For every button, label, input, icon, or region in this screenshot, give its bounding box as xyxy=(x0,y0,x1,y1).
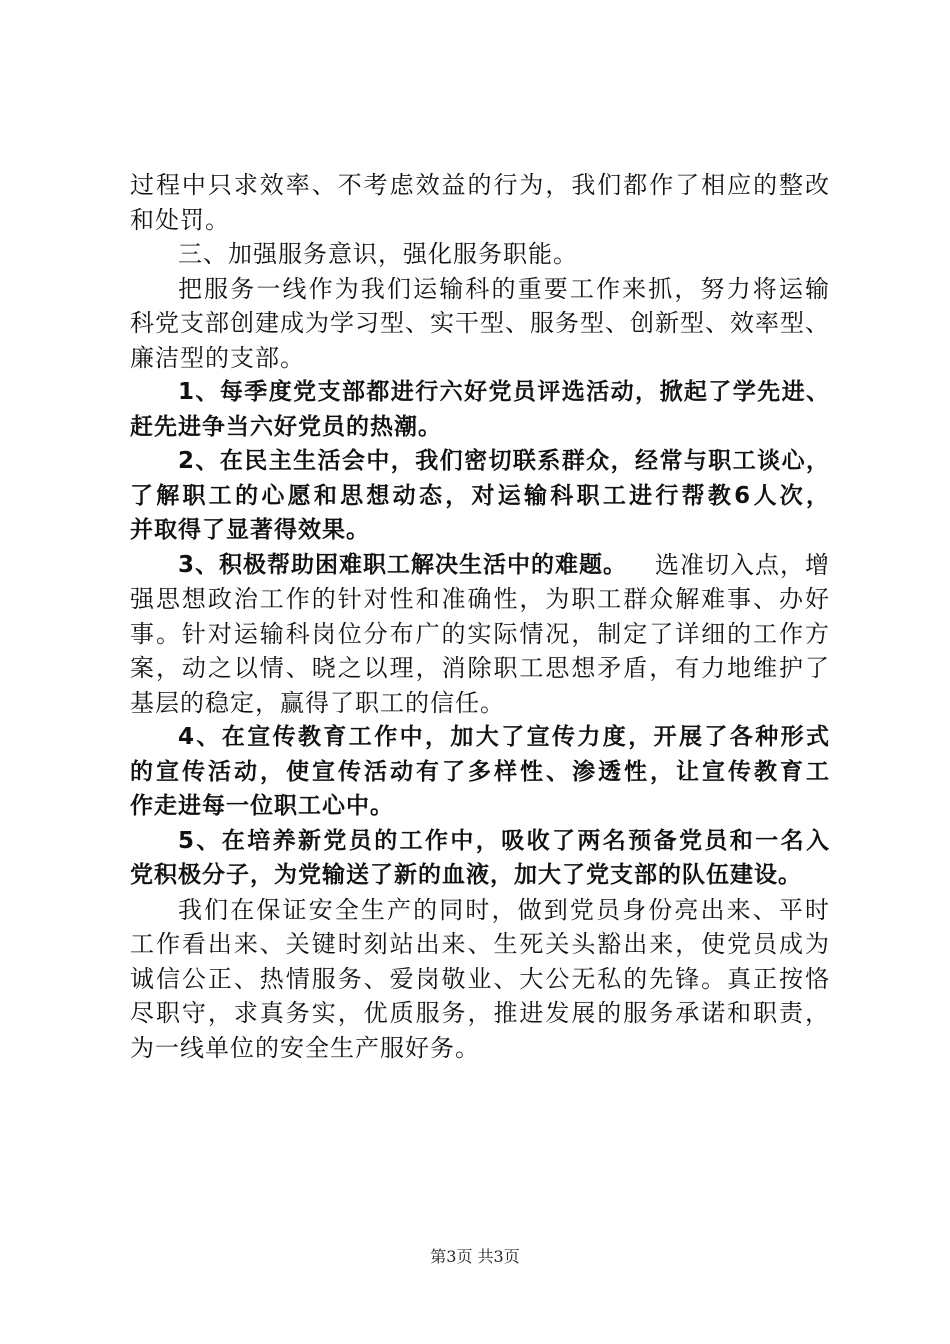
paragraph-line: 科党支部创建成为学习型、实干型、服务型、创新型、效率型、 xyxy=(130,309,830,337)
paragraph-line: 我们在保证安全生产的同时，做到党员身份亮出来、平时 xyxy=(178,895,830,924)
list-item-4-line: 的宣传活动，使宣传活动有了多样性、渗透性，让宣传教育工 xyxy=(130,758,830,785)
list-item-3-lead: 3、积极帮助困难职工解决生活中的难题。 xyxy=(178,551,628,578)
page-footer: 第3页 共3页 xyxy=(430,1247,520,1266)
paragraph-line: 事。针对运输科岗位分布广的实际情况，制定了详细的工作方 xyxy=(130,619,830,648)
paragraph-line: 案，动之以情、晓之以理，消除职工思想矛盾，有力地维护了 xyxy=(130,654,830,682)
list-item-3-continuation: 选准切入点，增 xyxy=(655,550,830,579)
list-item-3-first-line xyxy=(130,548,830,583)
list-item-2-line: 并取得了显著得效果。 xyxy=(130,517,370,543)
paragraph-line: 工作看出来、关键时刻站出来、生死关头豁出来，使党员成为 xyxy=(130,930,830,958)
paragraph-line: 把服务一线作为我们运输科的重要工作来抓，努力将运输 xyxy=(178,274,830,303)
list-item-5-line: 党积极分子，为党输送了新的血液，加大了党支部的队伍建设。 xyxy=(130,862,802,888)
list-item-5-line: 5、在培养新党员的工作中，吸收了两名预备党员和一名入 xyxy=(178,827,830,854)
list-item-2-line: 2、在民主生活会中，我们密切联系群众，经常与职工谈心， xyxy=(178,448,830,474)
section-heading: 三、加强服务意识，强化服务职能。 xyxy=(178,240,578,268)
paragraph-line: 基层的稳定，赢得了职工的信任。 xyxy=(130,688,505,717)
paragraph-line: 诚信公正、热情服务、爱岗敬业、大公无私的先锋。真正按恪 xyxy=(130,964,830,993)
list-item-4-line: 4、在宣传教育工作中，加大了宣传力度，开展了各种形式 xyxy=(178,724,830,750)
list-item-1-line: 1、每季度党支部都进行六好党员评选活动，掀起了学先进、 xyxy=(178,379,830,405)
paragraph-line: 廉洁型的支部。 xyxy=(130,343,305,372)
paragraph-line: 尽职守，求真务实，优质服务，推进发展的服务承诺和职责， xyxy=(130,999,830,1027)
paragraph-line: 为一线单位的安全生产服好务。 xyxy=(130,1033,480,1062)
paragraph-line: 强思想政治工作的针对性和准确性，为职工群众解难事、办好 xyxy=(130,585,830,613)
paragraph-line: 过程中只求效率、不考虑效益的行为，我们都作了相应的整改 xyxy=(130,171,830,199)
list-item-2-line: 了解职工的心愿和思想动态，对运输科职工进行帮教6人次， xyxy=(130,482,830,509)
document-body xyxy=(130,168,830,1065)
list-item-4-line: 作走进每一位职工心中。 xyxy=(130,793,394,819)
paragraph-line: 和处罚。 xyxy=(130,205,230,234)
list-item-1-line: 赶先进争当六好党员的热潮。 xyxy=(130,413,442,440)
